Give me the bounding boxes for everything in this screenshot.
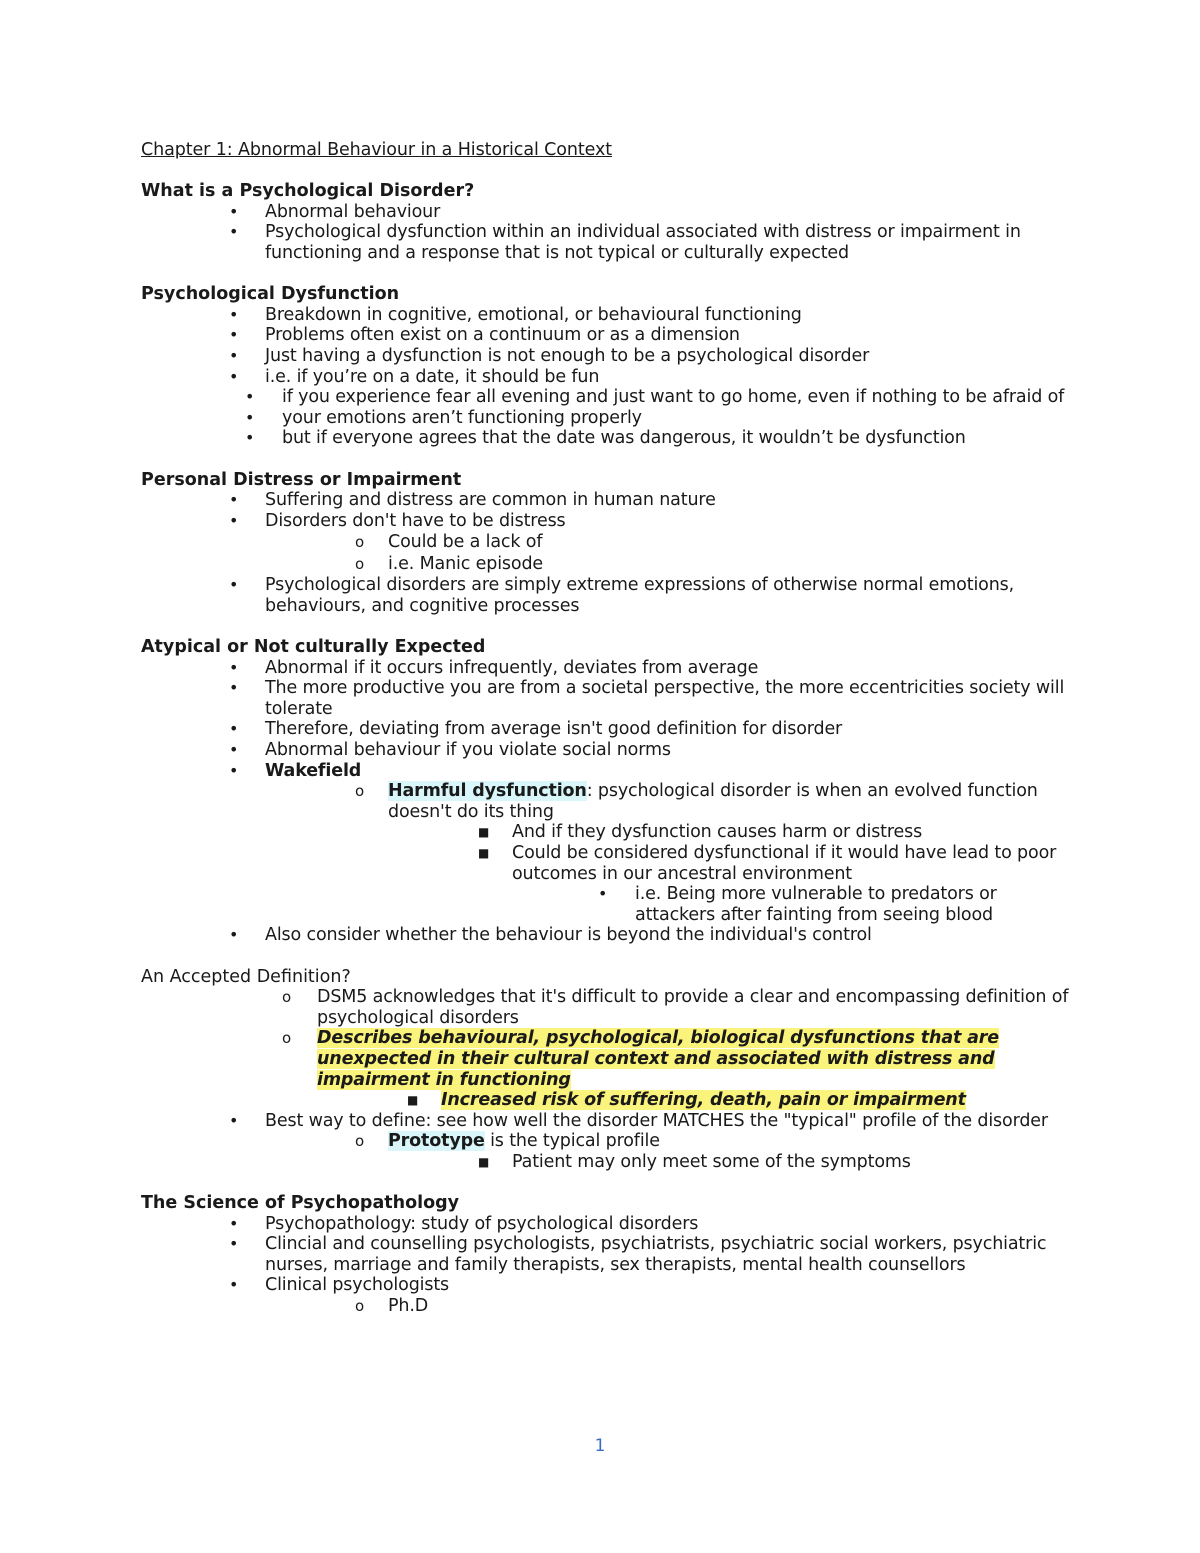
list-item: • Just having a dysfunction is not enough to be a psychological disorder bbox=[229, 345, 870, 366]
list-item: • Best way to define: see how well the disorder MATCHES the "typical" profile of the disorder bbox=[229, 1110, 1048, 1131]
circle-bullet-icon: o bbox=[282, 988, 292, 1007]
bullet-icon: • bbox=[229, 304, 239, 324]
section-heading: Atypical or Not culturally Expected bbox=[141, 637, 486, 658]
highlighted-definition: Describes behavioural, psychological, biological dysfunctions that are unexpected in their cultural context and associated with distress and impairment in functioning bbox=[317, 1028, 999, 1090]
section-heading: Personal Distress or Impairment bbox=[141, 469, 462, 490]
square-bullet-icon: ■ bbox=[407, 1093, 419, 1108]
bullet-icon: • bbox=[229, 575, 239, 595]
bullet-icon: • bbox=[229, 201, 239, 221]
list-item: ■ And if they dysfunction causes harm or distress bbox=[478, 822, 923, 843]
key-term: Harmful dysfunction bbox=[388, 781, 587, 802]
bullet-icon: • bbox=[245, 428, 255, 448]
bullet-icon: • bbox=[229, 925, 239, 945]
bullet-icon: • bbox=[229, 222, 239, 242]
list-item: • Disorders don't have to be distress bbox=[229, 510, 566, 531]
list-item: • Clincial and counselling psychologists, psychiatrists, psychiatric social workers, psychiatric nurses, marriage and family therapists, sex therapists, mental health counsellors bbox=[229, 1234, 1047, 1275]
circle-bullet-icon: o bbox=[282, 1029, 292, 1048]
list-item: o Harmful dysfunction: psychological disorder is when an evolved function doesn't do its thing bbox=[355, 781, 1038, 822]
bullet-list bbox=[141, 1214, 1071, 1317]
list-item: • Clinical psychologists bbox=[229, 1275, 450, 1296]
list-item: o Ph.D bbox=[355, 1296, 429, 1317]
bullet-list bbox=[141, 202, 1071, 264]
bullet-icon: • bbox=[229, 760, 239, 780]
bullet-list bbox=[141, 490, 1071, 616]
list-item: • if you experience fear all evening and just want to go home, even if nothing to be afraid of bbox=[245, 387, 1065, 408]
highlighted-note: Increased risk of suffering, death, pain or impairment bbox=[441, 1090, 966, 1111]
bullet-icon: • bbox=[229, 657, 239, 677]
list-item: o i.e. Manic episode bbox=[355, 554, 544, 575]
list-item: • i.e. Being more vulnerable to predators or attackers after fainting from seeing blood bbox=[598, 884, 997, 925]
section-heading: The Science of Psychopathology bbox=[141, 1193, 460, 1214]
bullet-icon: • bbox=[229, 490, 239, 510]
square-bullet-icon: ■ bbox=[478, 1154, 490, 1169]
bullet-icon: • bbox=[229, 678, 239, 698]
bullet-list bbox=[141, 987, 1071, 1172]
square-bullet-icon: ■ bbox=[478, 825, 490, 840]
list-item: • Problems often exist on a continuum or as a dimension bbox=[229, 325, 740, 346]
bullet-icon: • bbox=[229, 1213, 239, 1233]
page-number: 1 bbox=[594, 1436, 606, 1456]
bullet-icon: • bbox=[229, 719, 239, 739]
bullet-icon: • bbox=[229, 510, 239, 530]
list-item: o DSM5 acknowledges that it's difficult to provide a clear and encompassing definition of psychological disorders bbox=[282, 987, 1069, 1028]
bullet-icon: • bbox=[229, 1234, 239, 1254]
circle-bullet-icon: o bbox=[355, 555, 365, 574]
list-item: o Could be a lack of bbox=[355, 532, 543, 553]
bullet-icon: • bbox=[229, 1275, 239, 1295]
list-item: • Abnormal behaviour if you violate social norms bbox=[229, 740, 671, 761]
list-item: • Also consider whether the behaviour is beyond the individual's control bbox=[229, 925, 872, 946]
bullet-icon: • bbox=[598, 884, 608, 904]
list-item: • but if everyone agrees that the date was dangerous, it wouldn’t be dysfunction bbox=[245, 428, 966, 449]
list-item: • Breakdown in cognitive, emotional, or behavioural functioning bbox=[229, 304, 802, 325]
bullet-icon: • bbox=[229, 345, 239, 365]
list-item: ■ Patient may only meet some of the symptoms bbox=[478, 1151, 911, 1172]
section-heading: An Accepted Definition? bbox=[141, 966, 351, 987]
circle-bullet-icon: o bbox=[355, 1132, 365, 1151]
document-page bbox=[141, 140, 1071, 1317]
bullet-icon: • bbox=[229, 1110, 239, 1130]
list-item: • Psychological disorders are simply extreme expressions of otherwise normal emotions, behaviours, and cognitive processes bbox=[229, 575, 1015, 616]
bullet-list bbox=[141, 305, 1071, 449]
bullet-list bbox=[141, 658, 1071, 946]
circle-bullet-icon: o bbox=[355, 782, 365, 801]
list-item: ■ Could be considered dysfunctional if it would have lead to poor outcomes in our ancestral environment bbox=[478, 843, 1057, 884]
key-term: Prototype bbox=[388, 1131, 485, 1152]
list-item: • Suffering and distress are common in human nature bbox=[229, 490, 716, 511]
list-item: • Abnormal behaviour bbox=[229, 201, 441, 222]
bullet-icon: • bbox=[245, 407, 255, 427]
circle-bullet-icon: o bbox=[355, 533, 365, 552]
list-item: • i.e. if you’re on a date, it should be fun bbox=[229, 366, 600, 387]
chapter-title: Chapter 1: Abnormal Behaviour in a Historical Context bbox=[141, 140, 613, 160]
list-item: • Therefore, deviating from average isn't good definition for disorder bbox=[229, 719, 843, 740]
bullet-icon: • bbox=[229, 325, 239, 345]
section-heading: Psychological Dysfunction bbox=[141, 284, 400, 305]
list-item: o Prototype is the typical profile bbox=[355, 1131, 660, 1152]
list-item: • Abnormal if it occurs infrequently, deviates from average bbox=[229, 657, 759, 678]
list-item: • Wakefield bbox=[229, 760, 362, 781]
list-item bbox=[141, 1090, 1071, 1111]
bullet-icon: • bbox=[229, 366, 239, 386]
circle-bullet-icon: o bbox=[355, 1297, 365, 1316]
list-item bbox=[141, 1028, 1071, 1090]
square-bullet-icon: ■ bbox=[478, 846, 490, 860]
list-item: • Psychological dysfunction within an individual associated with distress or impairment in functioning and a response that is not typical or culturally expected bbox=[229, 222, 1021, 263]
section-heading: What is a Psychological Disorder? bbox=[141, 181, 475, 202]
list-item: • your emotions aren’t functioning properly bbox=[245, 407, 642, 428]
list-item: • Psychopathology: study of psychological disorders bbox=[229, 1213, 699, 1234]
bullet-icon: • bbox=[245, 387, 255, 407]
bullet-icon: • bbox=[229, 740, 239, 760]
list-item: • The more productive you are from a societal perspective, the more eccentricities society will tolerate bbox=[229, 678, 1065, 719]
